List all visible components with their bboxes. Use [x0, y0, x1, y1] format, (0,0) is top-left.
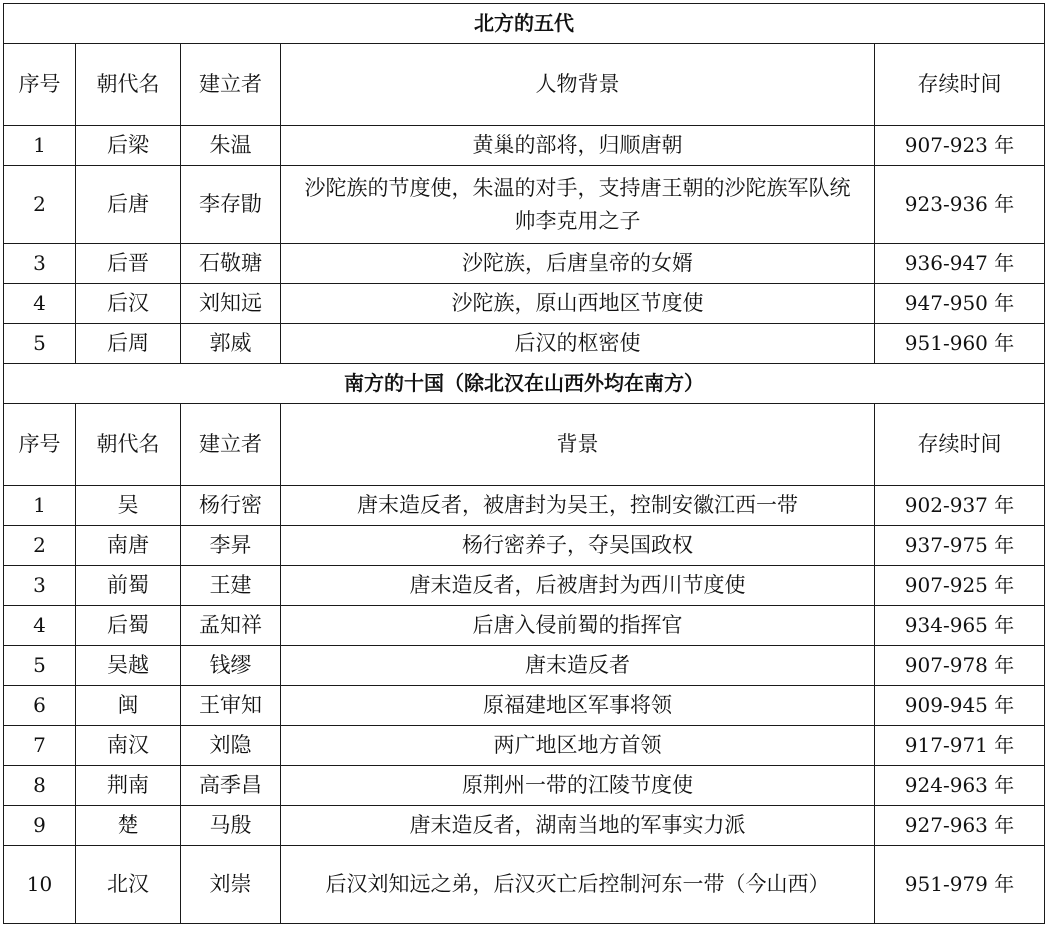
cell-duration: 947-950 年 — [875, 284, 1045, 324]
cell-index: 4 — [4, 284, 76, 324]
cell-dynasty: 北汉 — [76, 846, 181, 924]
cell-index: 4 — [4, 606, 76, 646]
cell-duration: 907-923 年 — [875, 126, 1045, 166]
cell-index: 7 — [4, 726, 76, 766]
cell-dynasty: 楚 — [76, 806, 181, 846]
cell-founder: 刘知远 — [181, 284, 281, 324]
cell-duration: 907-978 年 — [875, 646, 1045, 686]
table-row — [4, 526, 1045, 566]
cell-dynasty: 后唐 — [76, 166, 181, 244]
cell-index: 5 — [4, 646, 76, 686]
cell-background: 唐末造反者，被唐封为吴王，控制安徽江西一带 — [281, 486, 875, 526]
table-row — [4, 486, 1045, 526]
cell-index: 3 — [4, 566, 76, 606]
table-row — [4, 566, 1045, 606]
table-row — [4, 166, 1045, 244]
table-row — [4, 846, 1045, 924]
cell-duration: 934-965 年 — [875, 606, 1045, 646]
cell-dynasty: 后蜀 — [76, 606, 181, 646]
cell-duration: 924-963 年 — [875, 766, 1045, 806]
table-row — [4, 646, 1045, 686]
header-background: 人物背景 — [281, 44, 875, 126]
cell-dynasty: 前蜀 — [76, 566, 181, 606]
cell-duration: 937-975 年 — [875, 526, 1045, 566]
north-section-title: 北方的五代 — [4, 4, 1045, 44]
cell-founder: 李昇 — [181, 526, 281, 566]
cell-founder: 杨行密 — [181, 486, 281, 526]
cell-duration: 936-947 年 — [875, 244, 1045, 284]
dynasties-table — [3, 3, 1045, 924]
cell-index: 2 — [4, 166, 76, 244]
header-duration: 存续时间 — [875, 44, 1045, 126]
cell-index: 8 — [4, 766, 76, 806]
cell-background: 后汉刘知远之弟，后汉灭亡后控制河东一带（今山西） — [281, 846, 875, 924]
north-header-row — [4, 44, 1045, 126]
header-founder: 建立者 — [181, 404, 281, 486]
cell-duration: 927-963 年 — [875, 806, 1045, 846]
cell-dynasty: 南汉 — [76, 726, 181, 766]
cell-founder: 王建 — [181, 566, 281, 606]
header-background: 背景 — [281, 404, 875, 486]
cell-background: 唐末造反者，湖南当地的军事实力派 — [281, 806, 875, 846]
cell-index: 3 — [4, 244, 76, 284]
cell-index: 5 — [4, 324, 76, 364]
cell-dynasty: 吴越 — [76, 646, 181, 686]
table-row — [4, 686, 1045, 726]
cell-founder: 石敬瑭 — [181, 244, 281, 284]
header-index: 序号 — [4, 404, 76, 486]
header-index: 序号 — [4, 44, 76, 126]
table-row — [4, 324, 1045, 364]
cell-index: 2 — [4, 526, 76, 566]
cell-duration: 951-960 年 — [875, 324, 1045, 364]
cell-background: 后汉的枢密使 — [281, 324, 875, 364]
table-row — [4, 284, 1045, 324]
cell-duration: 951-979 年 — [875, 846, 1045, 924]
table-row — [4, 606, 1045, 646]
cell-index: 6 — [4, 686, 76, 726]
cell-duration: 902-937 年 — [875, 486, 1045, 526]
header-duration: 存续时间 — [875, 404, 1045, 486]
cell-founder: 朱温 — [181, 126, 281, 166]
table-row — [4, 126, 1045, 166]
table-row — [4, 726, 1045, 766]
cell-founder: 高季昌 — [181, 766, 281, 806]
cell-founder: 刘隐 — [181, 726, 281, 766]
cell-dynasty: 吴 — [76, 486, 181, 526]
table-row — [4, 766, 1045, 806]
cell-index: 1 — [4, 486, 76, 526]
cell-founder: 王审知 — [181, 686, 281, 726]
cell-background: 沙陀族的节度使，朱温的对手，支持唐王朝的沙陀族军队统帅李克用之子 — [281, 166, 875, 244]
cell-duration: 907-925 年 — [875, 566, 1045, 606]
cell-duration: 923-936 年 — [875, 166, 1045, 244]
south-section-title: 南方的十国（除北汉在山西外均在南方） — [4, 364, 1045, 404]
cell-duration: 909-945 年 — [875, 686, 1045, 726]
cell-background: 原福建地区军事将领 — [281, 686, 875, 726]
cell-index: 9 — [4, 806, 76, 846]
header-founder: 建立者 — [181, 44, 281, 126]
cell-duration: 917-971 年 — [875, 726, 1045, 766]
table-row — [4, 806, 1045, 846]
cell-background: 唐末造反者，后被唐封为西川节度使 — [281, 566, 875, 606]
cell-founder: 李存勖 — [181, 166, 281, 244]
cell-background: 沙陀族，原山西地区节度使 — [281, 284, 875, 324]
cell-background: 后唐入侵前蜀的指挥官 — [281, 606, 875, 646]
cell-background: 黄巢的部将，归顺唐朝 — [281, 126, 875, 166]
cell-dynasty: 荆南 — [76, 766, 181, 806]
cell-dynasty: 后晋 — [76, 244, 181, 284]
cell-index: 1 — [4, 126, 76, 166]
cell-dynasty: 后周 — [76, 324, 181, 364]
cell-dynasty: 后汉 — [76, 284, 181, 324]
cell-background: 唐末造反者 — [281, 646, 875, 686]
table-row — [4, 244, 1045, 284]
cell-background: 沙陀族，后唐皇帝的女婿 — [281, 244, 875, 284]
cell-index: 10 — [4, 846, 76, 924]
cell-background: 杨行密养子，夺吴国政权 — [281, 526, 875, 566]
cell-founder: 刘崇 — [181, 846, 281, 924]
cell-founder: 钱缪 — [181, 646, 281, 686]
cell-founder: 马殷 — [181, 806, 281, 846]
header-dynasty: 朝代名 — [76, 404, 181, 486]
cell-founder: 孟知祥 — [181, 606, 281, 646]
cell-dynasty: 南唐 — [76, 526, 181, 566]
cell-background: 两广地区地方首领 — [281, 726, 875, 766]
cell-founder: 郭威 — [181, 324, 281, 364]
header-dynasty: 朝代名 — [76, 44, 181, 126]
south-header-row — [4, 404, 1045, 486]
cell-dynasty: 闽 — [76, 686, 181, 726]
cell-background: 原荆州一带的江陵节度使 — [281, 766, 875, 806]
cell-dynasty: 后梁 — [76, 126, 181, 166]
